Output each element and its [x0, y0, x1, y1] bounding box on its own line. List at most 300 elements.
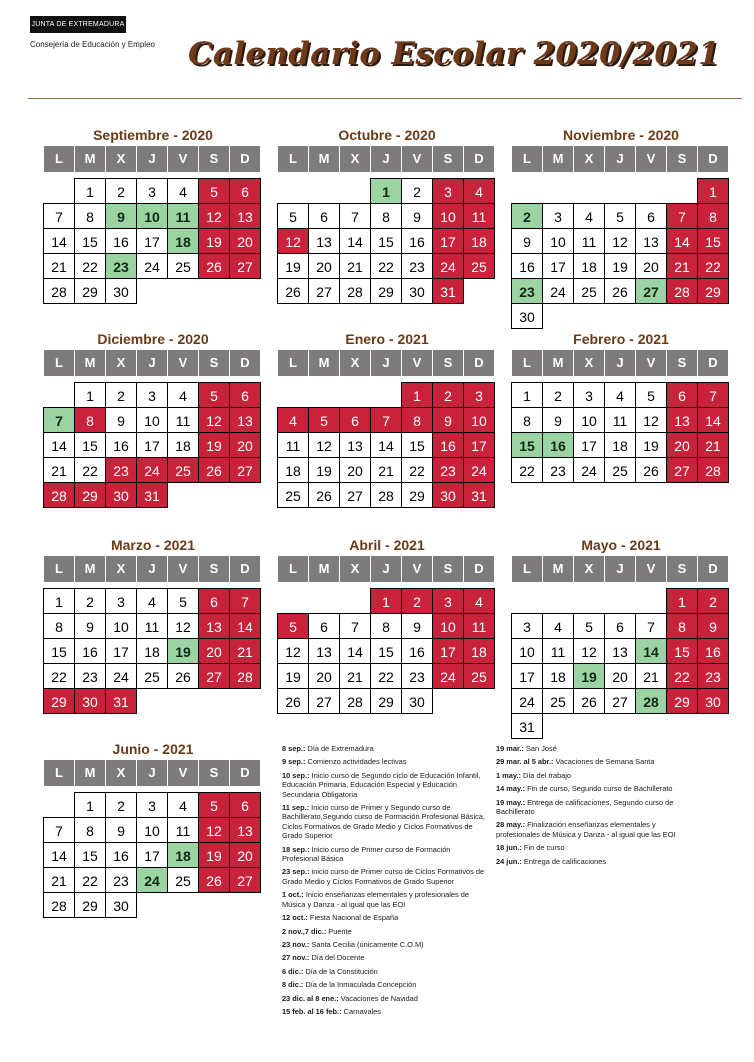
day-cell: 10 [573, 407, 605, 433]
day-cell: 20 [635, 253, 667, 279]
weekday-label: J [371, 146, 401, 172]
empty-cell [666, 178, 698, 204]
holiday-day-cell: 7 [697, 382, 729, 408]
day-cell: 23 [105, 867, 137, 893]
day-cell: 4 [604, 382, 636, 408]
calendar-note [282, 1007, 487, 1016]
calendar-note [496, 784, 701, 793]
day-cell: 26 [277, 278, 309, 304]
holiday-day-cell: 25 [463, 663, 495, 689]
day-cell: 15 [370, 228, 402, 254]
holiday-day-cell: 19 [198, 228, 230, 254]
day-cell: 13 [339, 432, 371, 458]
holiday-day-cell: 5 [198, 178, 230, 204]
note-date: 6 dic.: [282, 966, 304, 976]
day-cell: 15 [74, 432, 106, 458]
holiday-day-cell: 10 [432, 613, 464, 639]
holiday-day-cell: 17 [432, 638, 464, 664]
day-grid [278, 383, 496, 508]
day-cell: 7 [43, 203, 75, 229]
holiday-day-cell: 8 [666, 613, 698, 639]
weekday-label: S [667, 556, 697, 582]
day-cell: 15 [74, 842, 106, 868]
holiday-day-cell: 16 [697, 638, 729, 664]
day-cell: 25 [167, 867, 199, 893]
weekday-header [44, 556, 262, 582]
holiday-day-cell: 28 [666, 278, 698, 304]
day-cell: 4 [167, 178, 199, 204]
day-cell: 12 [308, 432, 340, 458]
day-cell: 28 [339, 278, 371, 304]
weekday-label: S [199, 556, 229, 582]
month-calendar [44, 124, 262, 304]
note-text: Inicio curso de Segundo ciclo de Educación Infantil, Educación Primaria, Educación Especial y Educación Secundaria Obligatoria [282, 770, 481, 799]
weekday-label: L [512, 146, 542, 172]
day-cell: 3 [105, 588, 137, 614]
weekday-label: X [574, 350, 604, 376]
weekday-label: D [698, 350, 728, 376]
month-name: Septiembre - 2020 [93, 127, 213, 143]
day-cell: 4 [167, 382, 199, 408]
empty-cell [43, 178, 75, 204]
day-cell: 30 [105, 892, 137, 918]
weekday-label: S [433, 146, 463, 172]
day-cell: 14 [339, 638, 371, 664]
weekday-label: L [278, 556, 308, 582]
holiday-day-cell: 20 [229, 432, 261, 458]
day-cell: 2 [105, 178, 137, 204]
weekday-label: M [309, 146, 339, 172]
calendar-note [282, 927, 487, 936]
day-cell: 22 [401, 457, 433, 483]
event-day-cell: 27 [635, 278, 667, 304]
day-cell: 22 [511, 457, 543, 483]
holiday-day-cell: 3 [432, 588, 464, 614]
weekday-label: V [402, 350, 432, 376]
holiday-day-cell: 17 [463, 432, 495, 458]
day-cell: 16 [105, 432, 137, 458]
day-cell: 8 [370, 203, 402, 229]
day-cell: 21 [43, 867, 75, 893]
event-day-cell: 18 [167, 842, 199, 868]
day-cell: 6 [604, 613, 636, 639]
day-cell: 11 [136, 613, 168, 639]
holiday-day-cell: 25 [463, 253, 495, 279]
day-cell: 27 [308, 278, 340, 304]
day-cell: 17 [542, 253, 574, 279]
weekday-label: L [44, 760, 74, 786]
holiday-day-cell: 13 [229, 407, 261, 433]
holiday-day-cell: 27 [229, 253, 261, 279]
holiday-day-cell: 22 [697, 253, 729, 279]
holiday-day-cell: 8 [697, 203, 729, 229]
day-cell: 18 [573, 253, 605, 279]
holiday-day-cell: 25 [167, 457, 199, 483]
month-calendar [44, 738, 262, 918]
calendar-note [496, 820, 701, 839]
calendar-note [282, 867, 487, 886]
month-name: Octubre - 2020 [338, 127, 436, 143]
holiday-day-cell: 24 [432, 253, 464, 279]
month-name: Enero - 2021 [345, 331, 429, 347]
holiday-day-cell: 12 [198, 203, 230, 229]
day-cell: 26 [308, 482, 340, 508]
day-cell: 18 [277, 457, 309, 483]
empty-cell [339, 588, 371, 614]
holiday-day-cell: 1 [666, 588, 698, 614]
note-text: Vacaciones de Semana Santa [553, 757, 655, 767]
month-name: Abril - 2021 [349, 537, 425, 553]
day-cell: 1 [74, 382, 106, 408]
holiday-day-cell: 16 [432, 432, 464, 458]
holiday-day-cell: 12 [277, 228, 309, 254]
day-cell: 4 [136, 588, 168, 614]
empty-cell [277, 588, 309, 614]
day-cell: 30 [401, 688, 433, 714]
note-text: Inicio curso de Primer y Segundo curso de Bachillerato,Segundo curso de Formación Profesional Básica, Ciclos Formativos de Grado Medio y Ciclos Formativos de Grado Superior [282, 803, 485, 841]
note-text: Fin de curso [521, 843, 565, 853]
day-cell: 29 [370, 278, 402, 304]
note-date: 28 may.: [496, 820, 526, 830]
day-cell: 12 [167, 613, 199, 639]
weekday-label: L [512, 350, 542, 376]
day-cell: 21 [339, 253, 371, 279]
weekday-label: M [543, 146, 573, 172]
note-text: Fin de curso, Segundo curso de Bachillerato [525, 784, 673, 794]
day-cell: 15 [370, 638, 402, 664]
holiday-day-cell: 7 [229, 588, 261, 614]
event-day-cell: 15 [511, 432, 543, 458]
day-cell: 19 [277, 253, 309, 279]
note-text: Inicio curso de Primer curso de Formación Profesional Básica [282, 844, 451, 864]
day-cell: 10 [511, 638, 543, 664]
weekday-label: L [278, 146, 308, 172]
day-cell: 25 [542, 688, 574, 714]
holiday-day-cell: 11 [463, 203, 495, 229]
holiday-day-cell: 9 [432, 407, 464, 433]
event-day-cell: 19 [167, 638, 199, 664]
empty-cell [277, 382, 309, 408]
day-cell: 15 [401, 432, 433, 458]
holiday-day-cell: 29 [74, 482, 106, 508]
event-day-cell: 16 [542, 432, 574, 458]
event-day-cell: 18 [167, 228, 199, 254]
weekday-label: J [137, 556, 167, 582]
month-name: Mayo - 2021 [581, 537, 661, 553]
day-cell: 25 [277, 482, 309, 508]
day-cell: 14 [43, 842, 75, 868]
day-cell: 11 [277, 432, 309, 458]
note-date: 12 oct.: [282, 913, 308, 923]
holiday-day-cell: 6 [339, 407, 371, 433]
weekday-label: D [464, 556, 494, 582]
day-cell: 23 [401, 253, 433, 279]
day-cell: 8 [74, 817, 106, 843]
day-cell: 13 [604, 638, 636, 664]
notes-left [282, 744, 487, 1034]
note-text: Día de Extremadura [305, 744, 374, 753]
weekday-label: X [574, 556, 604, 582]
holiday-day-cell: 1 [401, 382, 433, 408]
holiday-day-cell: 21 [666, 253, 698, 279]
calendar-note [282, 771, 487, 799]
day-cell: 25 [573, 278, 605, 304]
holiday-day-cell: 27 [666, 457, 698, 483]
day-cell: 15 [74, 228, 106, 254]
note-text: Puente [326, 926, 352, 936]
event-day-cell: 1 [370, 178, 402, 204]
day-cell: 30 [511, 303, 543, 329]
weekday-header [278, 146, 496, 172]
holiday-day-cell: 26 [198, 253, 230, 279]
day-cell: 23 [401, 663, 433, 689]
holiday-day-cell: 31 [105, 688, 137, 714]
weekday-label: V [168, 146, 198, 172]
day-cell: 18 [542, 663, 574, 689]
day-cell: 10 [136, 407, 168, 433]
day-cell: 16 [511, 253, 543, 279]
weekday-label: D [464, 146, 494, 172]
weekday-header [512, 350, 730, 376]
weekday-header [278, 350, 496, 376]
holiday-day-cell: 3 [463, 382, 495, 408]
weekday-label: X [574, 146, 604, 172]
weekday-label: S [433, 350, 463, 376]
logo-subtitle: Consejería de Educación y Empleo [30, 40, 155, 49]
weekday-label: J [137, 760, 167, 786]
calendar-note [282, 803, 487, 841]
holiday-day-cell: 28 [229, 663, 261, 689]
weekday-label: L [512, 556, 542, 582]
holiday-day-cell: 7 [370, 407, 402, 433]
day-cell: 17 [105, 638, 137, 664]
weekday-label: J [137, 146, 167, 172]
day-cell: 30 [401, 278, 433, 304]
weekday-label: V [168, 350, 198, 376]
note-text: Día de la Constitución [303, 966, 378, 976]
weekday-label: V [168, 556, 198, 582]
holiday-day-cell: 21 [697, 432, 729, 458]
holiday-day-cell: 31 [463, 482, 495, 508]
day-cell: 22 [74, 867, 106, 893]
holiday-day-cell: 27 [229, 867, 261, 893]
day-cell: 3 [136, 792, 168, 818]
month-calendar [44, 328, 262, 508]
day-cell: 26 [167, 663, 199, 689]
day-cell: 17 [136, 228, 168, 254]
month-calendar [512, 328, 730, 483]
weekday-label: L [44, 146, 74, 172]
holiday-day-cell: 9 [697, 613, 729, 639]
day-grid [44, 793, 262, 918]
weekday-label: D [230, 760, 260, 786]
weekday-header [44, 146, 262, 172]
day-cell: 30 [105, 278, 137, 304]
day-cell: 21 [370, 457, 402, 483]
event-day-cell: 23 [511, 278, 543, 304]
day-cell: 10 [136, 817, 168, 843]
day-cell: 11 [604, 407, 636, 433]
day-grid [44, 179, 262, 304]
empty-cell [573, 588, 605, 614]
day-cell: 2 [401, 178, 433, 204]
day-cell: 13 [308, 228, 340, 254]
day-cell: 3 [573, 382, 605, 408]
day-cell: 11 [573, 228, 605, 254]
day-cell: 28 [43, 892, 75, 918]
month-calendar [512, 124, 730, 329]
day-cell: 19 [635, 432, 667, 458]
empty-cell [370, 382, 402, 408]
day-cell: 14 [370, 432, 402, 458]
day-cell: 22 [370, 253, 402, 279]
day-cell: 3 [136, 178, 168, 204]
month-name: Marzo - 2021 [110, 537, 196, 553]
day-cell: 27 [308, 688, 340, 714]
holiday-day-cell: 2 [697, 588, 729, 614]
calendar-note [496, 744, 701, 753]
calendar-note [496, 798, 701, 817]
holiday-day-cell: 13 [229, 817, 261, 843]
month-name: Junio - 2021 [112, 741, 194, 757]
weekday-label: D [698, 556, 728, 582]
empty-cell [511, 178, 543, 204]
holiday-day-cell: 15 [666, 638, 698, 664]
weekday-label: S [199, 146, 229, 172]
note-date: 29 mar. al 5 abr.: [496, 757, 554, 767]
note-text: San José [523, 744, 557, 753]
weekday-label: S [667, 350, 697, 376]
day-cell: 13 [635, 228, 667, 254]
holiday-day-cell: 5 [198, 382, 230, 408]
day-cell: 24 [136, 253, 168, 279]
holiday-day-cell: 29 [697, 278, 729, 304]
holiday-day-cell: 1 [370, 588, 402, 614]
note-text: Día del Docente [309, 953, 365, 963]
day-cell: 25 [167, 253, 199, 279]
weekday-label: V [636, 556, 666, 582]
holiday-day-cell: 5 [308, 407, 340, 433]
empty-cell [339, 382, 371, 408]
weekday-label: D [230, 350, 260, 376]
day-cell: 8 [74, 203, 106, 229]
weekday-label: S [433, 556, 463, 582]
holiday-day-cell: 29 [43, 688, 75, 714]
day-cell: 7 [339, 203, 371, 229]
month-calendar [278, 328, 496, 508]
holiday-day-cell: 2 [432, 382, 464, 408]
day-cell: 5 [635, 382, 667, 408]
weekday-label: M [309, 556, 339, 582]
holiday-day-cell: 30 [74, 688, 106, 714]
day-cell: 14 [43, 432, 75, 458]
holiday-day-cell: 20 [198, 638, 230, 664]
holiday-day-cell: 6 [229, 178, 261, 204]
empty-cell [511, 588, 543, 614]
weekday-label: M [75, 556, 105, 582]
day-cell: 2 [74, 588, 106, 614]
note-date: 18 jun.: [496, 843, 522, 853]
empty-cell [308, 382, 340, 408]
day-cell: 6 [308, 613, 340, 639]
note-text: inicio curso de Primer curso de Ciclos Formativos de Grado Medio y Ciclos Formativos de Grado Superior [282, 867, 485, 886]
day-cell: 26 [604, 278, 636, 304]
note-date: 24 jun.: [496, 856, 522, 866]
day-cell: 20 [604, 663, 636, 689]
day-cell: 5 [167, 588, 199, 614]
day-cell: 14 [43, 228, 75, 254]
holiday-day-cell: 21 [229, 638, 261, 664]
calendar-note [282, 890, 487, 909]
day-grid [278, 589, 496, 714]
note-date: 27 nov.: [282, 953, 310, 963]
day-grid [512, 589, 730, 739]
weekday-label: V [168, 760, 198, 786]
holiday-day-cell: 27 [229, 457, 261, 483]
note-date: 23 dic. al 8 ene.: [282, 993, 339, 1003]
calendar-note [282, 940, 487, 949]
day-grid [44, 589, 262, 714]
note-date: 10 sep.: [282, 770, 310, 780]
day-cell: 12 [573, 638, 605, 664]
weekday-label: X [106, 760, 136, 786]
empty-cell [604, 588, 636, 614]
weekday-label: J [371, 556, 401, 582]
day-cell: 5 [604, 203, 636, 229]
weekday-label: D [464, 350, 494, 376]
holiday-day-cell: 12 [198, 817, 230, 843]
empty-cell [573, 178, 605, 204]
weekday-label: M [543, 556, 573, 582]
weekday-label: M [75, 350, 105, 376]
page-title: Calendario Escolar 2020/2021 [188, 36, 721, 72]
title-divider [28, 98, 742, 99]
calendar-note [282, 845, 487, 864]
event-day-cell: 10 [136, 203, 168, 229]
holiday-day-cell: 24 [136, 457, 168, 483]
note-text: Inicio enseñanzas elementales y profesionales de Música y Danza - al igual que las EOI [282, 890, 469, 909]
day-cell: 9 [105, 407, 137, 433]
day-cell: 1 [74, 178, 106, 204]
weekday-label: X [340, 146, 370, 172]
day-cell: 16 [105, 228, 137, 254]
day-cell: 13 [308, 638, 340, 664]
holiday-day-cell: 22 [666, 663, 698, 689]
holiday-day-cell: 28 [697, 457, 729, 483]
day-cell: 21 [339, 663, 371, 689]
day-cell: 9 [401, 613, 433, 639]
day-cell: 28 [370, 482, 402, 508]
holiday-day-cell: 14 [229, 613, 261, 639]
weekday-label: D [230, 556, 260, 582]
holiday-day-cell: 30 [105, 482, 137, 508]
day-cell: 10 [105, 613, 137, 639]
day-cell: 25 [604, 457, 636, 483]
holiday-day-cell: 30 [432, 482, 464, 508]
day-cell: 2 [105, 792, 137, 818]
day-cell: 21 [635, 663, 667, 689]
note-text: Entrega de calificaciones, Segundo curso de Bachillerato [496, 797, 674, 817]
weekday-label: S [199, 760, 229, 786]
note-date: 19 may.: [496, 797, 526, 807]
day-cell: 26 [635, 457, 667, 483]
day-cell: 21 [43, 457, 75, 483]
day-cell: 1 [43, 588, 75, 614]
empty-cell [542, 588, 574, 614]
holiday-day-cell: 17 [432, 228, 464, 254]
empty-cell [542, 178, 574, 204]
note-date: 1 may.: [496, 770, 521, 780]
